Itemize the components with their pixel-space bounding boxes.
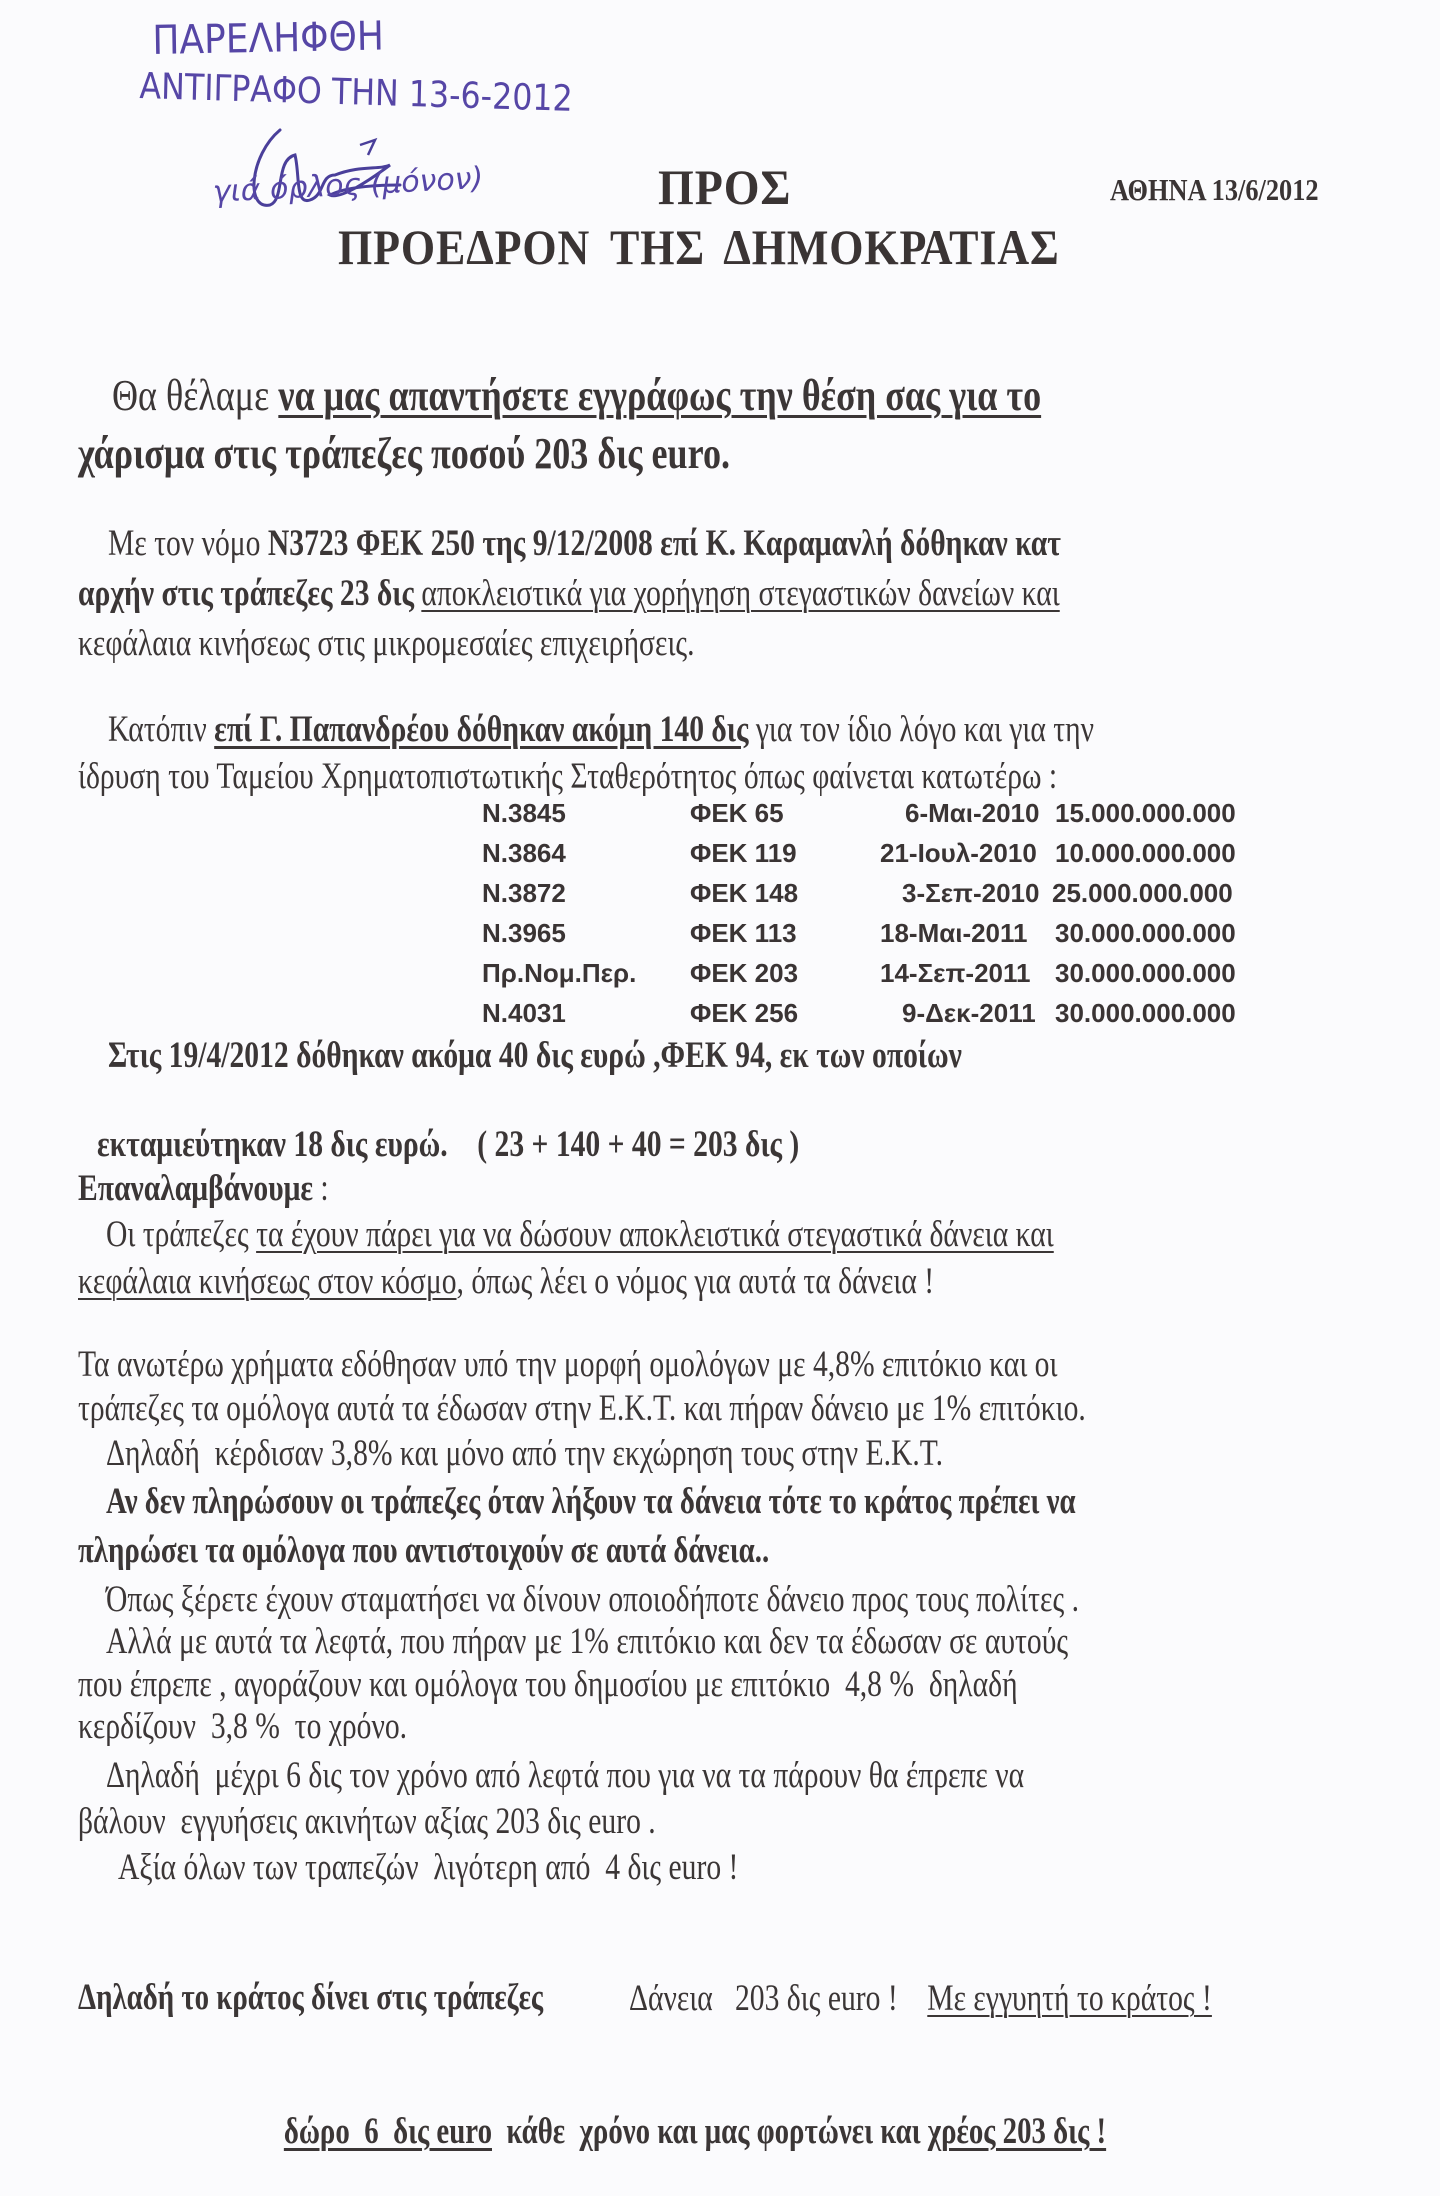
para5-line-8 [78, 1663, 1252, 1706]
para5-line-1 [78, 1343, 1302, 1386]
para4-rest: , όπως λέει ο νόμος για αυτά τα δάνεια ! [456, 1261, 935, 1302]
para5-line-10 [106, 1754, 1254, 1797]
para5-text: Όπως ξέρετε έχουν σταματήσει να δίνουν οποιοδήποτε δάνειο προς τους πολίτες . [106, 1579, 1079, 1620]
law-amount: 10.000.000.000 [1055, 838, 1236, 868]
para4-line-1 [106, 1213, 1291, 1256]
para4-heading-text: Επαναλαμβάνουμε [78, 1168, 313, 1209]
law-date: 21-Ιουλ-2010 [880, 838, 1037, 868]
law-number: N.3872 [482, 878, 566, 908]
lead-underlined-1: να μας απαντήσετε εγγράφως την θέση σας για το [278, 371, 1042, 420]
handwritten-copy-date: ΑΝΤΙΓΡΑΦΟ ΤΗΝ 13-6-2012 [139, 66, 574, 120]
place-date-text: ΑΘΗΝΑ 13/6/2012 [1110, 172, 1319, 207]
lead-line-1 [112, 370, 1245, 421]
para5-text: Αξία όλων των τραπεζών λιγότερη από 4 δις euro ! [118, 1847, 739, 1888]
para3-text-2: εκταμιεύτηκαν 18 δις ευρώ. ( 23 + 140 + 40 = 203 δις ) [96, 1124, 799, 1165]
lead-line-2 [78, 428, 873, 479]
recipient-title-text: ΠΡΟΕΔΡΟΝ ΤΗΣ ΔΗΜΟΚΡΑΤΙΑΣ [338, 219, 1060, 275]
para4-heading-colon: : [313, 1168, 329, 1209]
para5-line-5 [78, 1529, 964, 1572]
para1-purpose-cont: κεφάλαια κινήσεως στις μικρομεσαίες επιχειρήσεις. [78, 623, 695, 664]
law-date: 14-Σεπ-2011 [880, 958, 1031, 988]
loans-amount: Δάνεια 203 δις euro ! [628, 1978, 927, 2019]
para3-line-2 [78, 1080, 974, 1166]
para1-line-1 [108, 522, 1299, 565]
handwritten-received-note: ΠΑΡΕΛΗΦΘΗ [152, 13, 385, 64]
law-amount: 25.000.000.000 [1052, 878, 1233, 908]
para4-line-2 [78, 1260, 1148, 1303]
law-date: 18-Μαι-2011 [880, 918, 1028, 948]
para3-text-1: Στις 19/4/2012 δόθηκαν ακόμα 40 δις ευρώ ,ΦΕΚ 94, εκ των οποίων [108, 1035, 962, 1076]
para5-text-bold: πληρώσει τα ομόλογα που αντιστοιχούν σε αυτά δάνεια.. [78, 1530, 770, 1571]
para1-amount: αρχήν στις τράπεζες 23 δις [78, 573, 422, 614]
fek-number: ΦΕΚ 256 [690, 998, 799, 1028]
law-date: 6-Μαι-2010 [905, 798, 1040, 828]
para1-line-2 [78, 572, 1305, 615]
law-amount: 15.000.000.000 [1055, 798, 1236, 828]
para5-line-11 [78, 1800, 800, 1843]
para5-line-7 [106, 1620, 1309, 1663]
header-to-text: ΠΡΟΣ [658, 159, 792, 215]
para2-papandreou: επί Γ. Παπανδρέου δόθηκαν ακόμη 140 δις [214, 709, 749, 750]
fek-number: ΦΕΚ 203 [690, 958, 799, 988]
para5-line-2 [78, 1387, 1338, 1430]
state-guarantor: Με εγγυητή το κράτος ! [926, 1978, 1212, 2019]
para4-plain: Οι τράπεζες [106, 1214, 257, 1255]
para1-plain: Με τον νόμο [108, 523, 268, 564]
para4-underlined-cont: κεφάλαια κινήσεως στον κόσμο [78, 1261, 457, 1302]
place-date [1110, 172, 1355, 208]
para1-law-ref: N3723 ΦΕΚ 250 της 9/12/2008 επί Κ. Καραμανλή δόθηκαν κατ [267, 523, 1061, 564]
fek-number: ΦΕΚ 65 [690, 798, 784, 828]
para5-line-4 [106, 1480, 1349, 1523]
recipient-title [338, 218, 1158, 276]
conclusion-text: Δηλαδή το κράτος δίνει στις τράπεζες [78, 1977, 544, 2018]
para5-line-9 [78, 1705, 489, 1748]
law-number: N.4031 [482, 998, 566, 1028]
law-amount: 30.000.000.000 [1055, 998, 1236, 1028]
para2-plain: Κατόπιν [108, 709, 215, 750]
law-amount: 30.000.000.000 [1055, 958, 1236, 988]
para5-line-3 [106, 1432, 1152, 1475]
para4-underlined: τα έχουν πάρει για να δώσουν αποκλειστικά στεγαστικά δάνεια και [256, 1214, 1054, 1255]
para5-text: κερδίζουν 3,8 % το χρόνο. [78, 1706, 408, 1747]
conclusion-line-1 [78, 1976, 674, 2019]
para2-line-1 [108, 708, 1341, 751]
para5-text: Δηλαδή κέρδισαν 3,8% και μόνο από την εκχώρηση τους στην Ε.Κ.Τ. [106, 1433, 944, 1474]
para5-text: Τα ανωτέρω χρήματα εδόθησαν υπό την μορφή ομολόγων με 4,8% επιτόκιο και οι [78, 1344, 1058, 1385]
gift-amount: δώρο 6 δις euro [283, 2111, 492, 2152]
handwritten-annotation: γιά όρλος (μόνον) [212, 160, 485, 210]
debt-amount: χρέος 203 δις ! [927, 2111, 1106, 2152]
para3-line-1 [108, 1034, 1175, 1077]
law-amount: 30.000.000.000 [1055, 918, 1236, 948]
para5-text: Αλλά με αυτά τα λεφτά, που πήραν με 1% επιτόκιο και δεν τα έδωσαν σε αυτούς [106, 1621, 1069, 1662]
conclusion-mid: κάθε χρόνο και μας φορτώνει και [491, 2111, 928, 2152]
para5-text: τράπεζες τα ομόλογα αυτά τα έδωσαν στην Ε.Κ.Τ. και πήραν δάνειο με 1% επιτόκιο. [78, 1388, 1086, 1429]
lead-underlined-2: χάρισμα στις τράπεζες ποσού 203 δις euro. [78, 429, 731, 478]
para5-line-6 [106, 1578, 1322, 1621]
para2-fund: ίδρυση του Ταμείου Χρηματοπιστωτικής Σταθερότητος όπως φαίνεται κατωτέρω : [78, 756, 1058, 797]
law-date: 9-Δεκ-2011 [902, 998, 1036, 1028]
lead-plain: Θα θέλαμε [112, 371, 279, 420]
fek-number: ΦΕΚ 119 [690, 838, 797, 868]
law-number: N.3845 [482, 798, 566, 828]
para1-purpose: αποκλειστικά για χορήγηση στεγαστικών δανείων και [421, 573, 1060, 614]
para5-text-bold: Αν δεν πληρώσουν οι τράπεζες όταν λήξουν τα δάνεια τότε το κράτος πρέπει να [106, 1481, 1076, 1522]
para5-line-12 [118, 1846, 893, 1889]
para5-text: που έπρεπε , αγοράζουν και ομόλογα του δημοσίου με επιτόκιο 4,8 % δηλαδή [78, 1664, 1018, 1705]
para1-line-3 [78, 622, 849, 665]
law-date: 3-Σεπ-2010 [902, 878, 1040, 908]
header-to-label [658, 158, 803, 216]
fek-number: ΦΕΚ 148 [690, 878, 799, 908]
law-number: N.3864 [482, 838, 566, 868]
para5-text: βάλουν εγγυήσεις ακινήτων αξίας 203 δις euro . [78, 1801, 656, 1842]
para2-line-2 [78, 755, 1302, 798]
conclusion-line-2 [236, 2024, 1346, 2196]
law-number: Πρ.Νομ.Περ. [482, 958, 637, 988]
fek-number: ΦΕΚ 113 [690, 918, 797, 948]
para5-text: Δηλαδή μέχρι 6 δις τον χρόνο από λεφτά που για να τα πάρουν θα έπρεπε να [106, 1755, 1025, 1796]
para4-heading [78, 1167, 391, 1210]
para2-rest: για τον ίδιο λόγο και για την [748, 709, 1095, 750]
law-number: N.3965 [482, 918, 566, 948]
